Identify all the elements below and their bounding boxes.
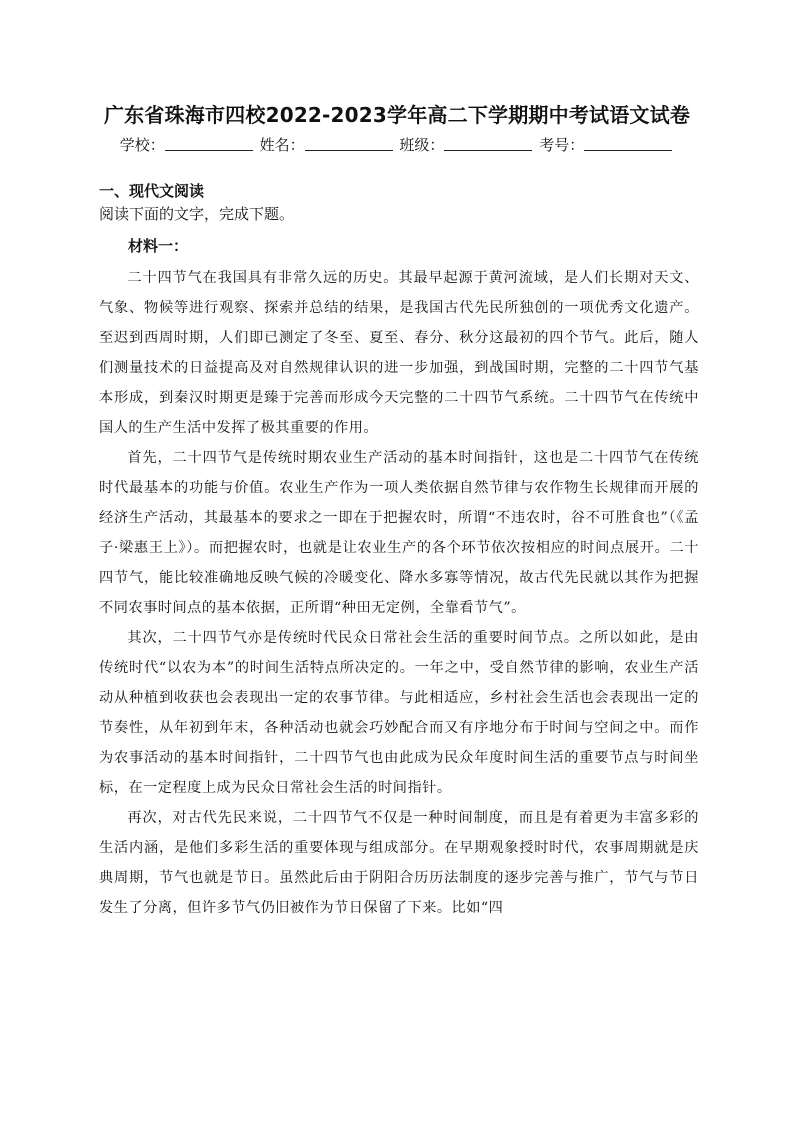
section-heading: 一、现代文阅读: [99, 182, 205, 200]
exam-number-field: [539, 134, 674, 156]
material-label: 材料一：: [128, 237, 189, 255]
class-label: 班级：: [399, 136, 445, 154]
name-blank[interactable]: [305, 136, 393, 151]
passage-paragraph: 首先，二十四节气是传统时期农业生产活动的基本时间指针，这也是二十四节气在传统时代最基本的功能与价值。农业生产作为一项人类依据自然节律与农作物生长规律而开展的经济生产活动，其最基本的要求之一即在于把握农时，所谓“不违农时，谷不可胜食也”（《孟子·梁惠王上》）。而把握农时，也就是让农业生产的各个环节依次按相应的时间点展开。二十四节气，能比较准确地反映气候的冷暖变化、降水多寡等情况，故古代先民就以其作为把握不同农事时间点的基本依据，正所谓“种田无定例，全靠看节气”。: [99, 450, 699, 616]
passage-paragraph: 二十四节气在我国具有非常久远的历史。其最早起源于黄河流域，是人们长期对天文、气象、物候等进行观察、探索并总结的结果，是我国古代先民所独创的一项优秀文化遗产。至迟到西周时期，人们即已测定了冬至、夏至、春分、秋分这最初的四个节气。此后，随人们测量技术的日益提高及对自然规律认识的进一步加强，到战国时期，完整的二十四节气基本形成，到秦汉时期更是臻于完善而形成今天完整的二十四节气系统。二十四节气在传统中国人的生产生活中发挥了极其重要的作用。: [99, 270, 699, 436]
reading-passage: [99, 263, 699, 923]
class-field: [399, 134, 534, 156]
name-label: 姓名：: [259, 136, 305, 154]
school-label: 学校：: [119, 136, 165, 154]
school-blank[interactable]: [165, 136, 253, 151]
passage-paragraph: 再次，对古代先民来说，二十四节气不仅是一种时间制度，而且是有着更为丰富多彩的生活内涵，是他们多彩生活的重要体现与组成部分。在早期观象授时时代，农事周期就是庆典周期，节气也就是节日。虽然此后由于阴阳合历历法制度的逐步完善与推广，节气与节日发生了分离，但许多节气仍旧被作为节日保留了下来。比如“四: [99, 810, 699, 916]
class-blank[interactable]: [444, 136, 532, 151]
exam-number-blank[interactable]: [584, 136, 672, 151]
name-field: [260, 134, 395, 156]
exam-title: 广东省珠海市四校2022-2023学年高二下学期期中考试语文试卷: [103, 103, 691, 127]
school-field: [120, 134, 255, 156]
exam-number-label: 考号：: [539, 136, 585, 154]
passage-paragraph: 其次，二十四节气亦是传统时代民众日常社会生活的重要时间节点。之所以如此，是由传统时代“以农为本”的时间生活特点所决定的。一年之中，受自然节律的影响，农业生产活动从种植到收获也会表现出一定的农事节律。与此相适应，乡村社会生活也会表现出一定的节奏性，从年初到年末，各种活动也就会巧妙配合而又有序地分布于时间与空间之中。而作为农事活动的基本时间指针，二十四节气也由此成为民众年度时间生活的重要节点与时间坐标，在一定程度上成为民众日常社会生活的时间指针。: [99, 630, 699, 796]
reading-instruction: 阅读下面的文字，完成下题。: [99, 205, 295, 223]
student-info-row: [0, 134, 794, 156]
